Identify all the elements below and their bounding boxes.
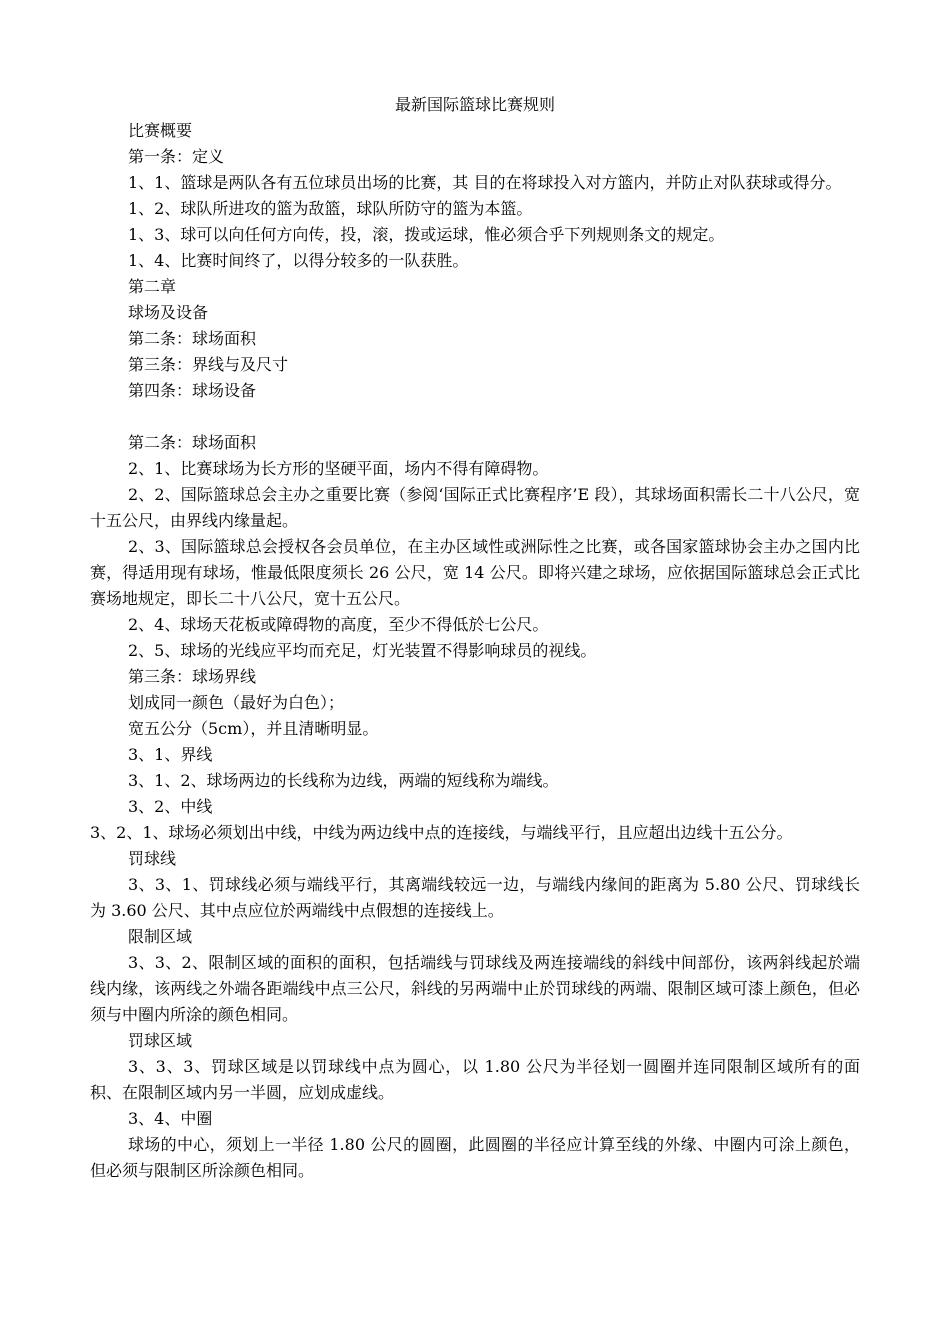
toc-article-2: 第二条：球场面积 (128, 329, 257, 348)
toc-article-4: 第四条：球场设备 (128, 381, 257, 400)
clause-1-4: 1、4、比赛时间终了，以得分较多的一队获胜。 (128, 251, 469, 270)
document-page (90, 92, 860, 1184)
clause-3-4: 3、4、中圈 (128, 1109, 213, 1128)
clause-1-1: 1、1、篮球是两队各有五位球员出场的比赛，其 目的在将球投入对方篮内，并防止对队获球或得分。 (128, 173, 842, 192)
clause-3-2: 3、2、中线 (128, 797, 213, 816)
line-color-note: 划成同一颜色（最好为白色）； (128, 693, 345, 712)
clause-3-3-1: 3、3、1、罚球线必须与端线平行，其离端线较远一边，与端线内缘间的距离为 5.80 公尺、罚球线长为 3.60 公尺、其中点应位於两端线中点假想的连接线上。 (90, 875, 860, 920)
line-width-note: 宽五公分（5cm），并且清晰明显。 (128, 719, 379, 738)
clause-3-3-2: 3、3、2、限制区域的面积的面积，包括端线与罚球线及两连接端线的斜线中间部份，该两斜线起於端线内缘，该两线之外端各距端线中点三公尺，斜线的另两端中止於罚球线的两端、限制区域可漆上颜色，但必须与中圈内所涂的颜色相同。 (90, 953, 860, 1024)
clause-2-5: 2、5、球场的光线应平均而充足，灯光装置不得影响球员的视线。 (128, 641, 597, 660)
clause-3-2-1: 3、2、1、球场必须划出中线，中线为两边线中点的连接线，与端线平行，且应超出边线十五公分。 (90, 823, 793, 842)
section-overview: 比赛概要 (128, 121, 193, 140)
clause-2-2: 2、2、国际篮球总会主办之重要比赛（参阅‘国际正式比赛程序’E 段），其球场面积需长二十八公尺，宽十五公尺，由界线内缘量起。 (90, 485, 860, 530)
clause-1-3: 1、3、球可以向任何方向传，投，滚，拨或运球，惟必须合乎下列规则条文的规定。 (128, 225, 725, 244)
clause-3-3-3: 3、3、3、罚球区域是以罚球线中点为圆心，以 1.80 公尺为半径划一圆圈并连同限制区域所有的面积、在限制区域内另一半圆，应划成虚线。 (90, 1057, 860, 1102)
clause-2-4: 2、4、球场天花板或障碍物的高度，至少不得低於七公尺。 (128, 615, 549, 634)
clause-3-1-2: 3、1、2、球场两边的长线称为边线，两端的短线称为端线。 (128, 771, 559, 790)
toc-article-3: 第三条：界线与及尺寸 (128, 355, 289, 374)
article-3-heading: 第三条：球场界线 (128, 667, 257, 686)
article-1-heading: 第一条：定义 (128, 147, 225, 166)
clause-3-1: 3、1、界线 (128, 745, 213, 764)
clause-2-1: 2、1、比赛球场为长方形的坚硬平面，场内不得有障碍物。 (128, 459, 549, 478)
chapter-2-heading: 第二章 (128, 277, 177, 296)
article-2-heading: 第二条：球场面积 (128, 433, 257, 452)
restricted-area-heading: 限制区域 (128, 927, 193, 946)
blank-line (90, 404, 860, 430)
free-throw-line-heading: 罚球线 (128, 849, 177, 868)
chapter-2-title: 球场及设备 (128, 303, 209, 322)
center-circle-text: 球场的中心，须划上一半径 1.80 公尺的圆圈，此圆圈的半径应计算至线的外缘、中圈内可涂上颜色，但必须与限制区所涂颜色相同。 (90, 1135, 860, 1180)
clause-2-3: 2、3、国际篮球总会授权各会员单位，在主办区域性或洲际性之比赛，或各国家篮球协会主办之国内比赛，得适用现有球场，惟最低限度须长 26 公尺，宽 14 公尺。即将兴建之球场，应依据国际篮球总会正式比赛场地规定，即长二十八公尺，宽十五公尺。 (90, 537, 860, 608)
clause-1-2: 1、2、球队所进攻的篮为敌篮，球队所防守的篮为本篮。 (128, 199, 533, 218)
free-throw-area-heading: 罚球区域 (128, 1031, 193, 1050)
document-title: 最新国际篮球比赛规则 (394, 95, 555, 114)
